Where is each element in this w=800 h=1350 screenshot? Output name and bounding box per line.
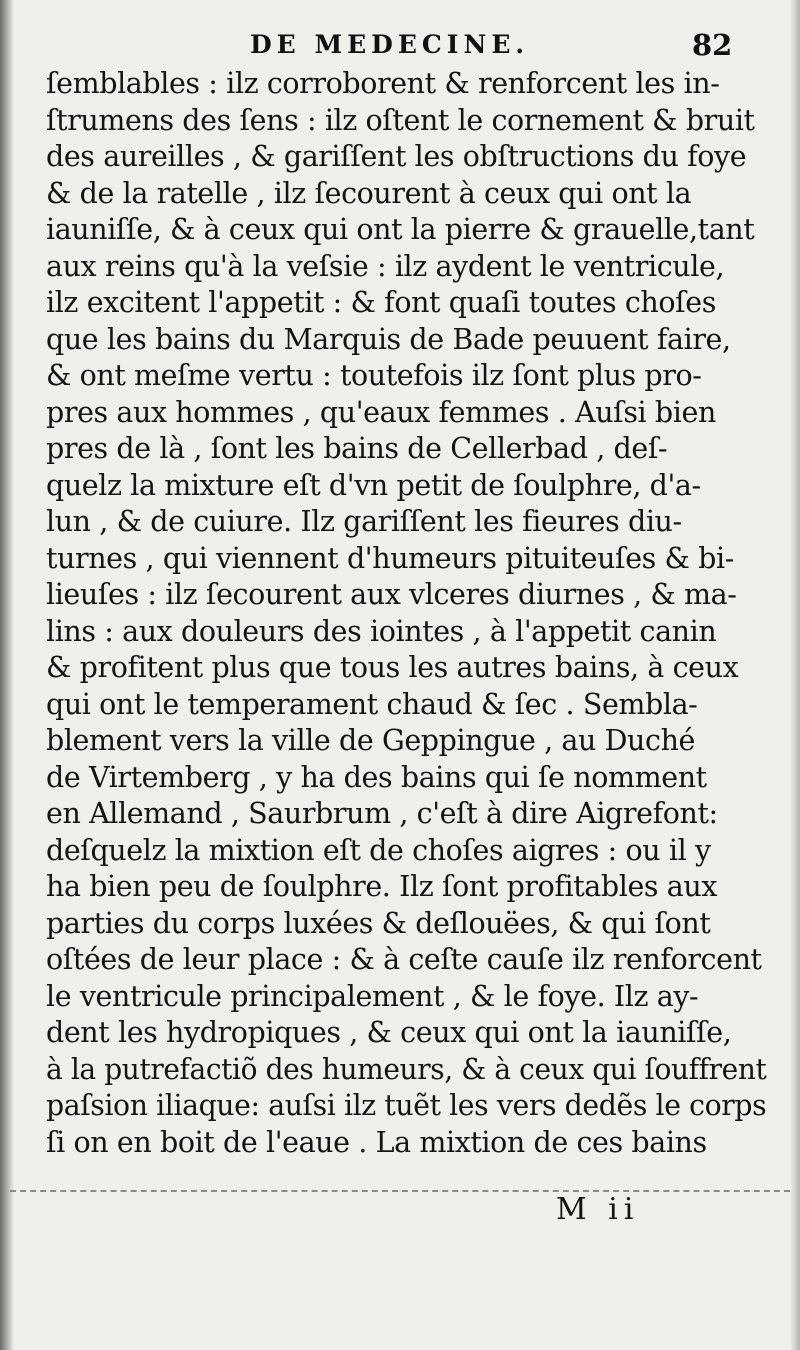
text-line: oſtées de leur place : & à ceſte cauſe ilz renforcent [46,943,762,976]
text-line: & de la ratelle , ilz ſecourent à ceux qui ont la [46,176,692,210]
text-line: lieuſes : ilz ſecourent aux vlceres diurnes , & ma- [46,578,737,611]
text-line: & profitent plus que tous les autres bains, à ceux [46,651,739,684]
page-gutter-shadow [0,0,14,1350]
text-line: en Allemand , Saurbrum , c'eſt à dire Aigrefont: [46,797,718,830]
body-text [46,66,766,1161]
text-line: parties du corps luxées & deſlouëes, & qui ſont [46,906,711,940]
running-title: DE MEDECINE. [250,30,530,59]
text-line: ilz excitent l'appetit : & font quaſi toutes choſes [46,286,716,319]
text-line: le ventricule principalement , & le foye. Ilz ay- [46,979,699,1013]
page-edge-shade [790,0,800,1350]
text-line: des aureilles , & gariſſent les obſtructions du foye [46,140,747,173]
text-line: blement vers la ville de Geppingue , au Duché [46,724,695,757]
text-line: pres aux hommes , qu'eaux femmes . Auſsi bien [46,395,716,429]
text-line: pres de là , ſont les bains de Cellerbad , deſ- [46,432,668,465]
text-line: lins : aux douleurs des iointes , à l'appetit canin [46,614,717,648]
page-number: 82 [692,28,733,62]
text-line: deſquelz la mixtion eſt de choſes aigres : ou il y [46,833,711,867]
text-line: quelz la mixture eſt d'vn petit de ſoulphre, d'a- [46,468,701,502]
bottom-edge-rule [10,1190,790,1192]
text-line: ha bien peu de ſoulphre. Ilz ſont profitables aux [46,870,718,903]
text-line: turnes , qui viennent d'humeurs pituiteuſes & bi- [46,541,734,575]
text-line: & ont meſme vertu : toutefois ilz ſont plus pro- [46,359,702,392]
page-header [40,30,800,70]
text-line: aux reins qu'à la veſsie : ilz aydent le ventricule, [46,249,725,283]
text-line: ſi on en boit de l'eaue . La mixtion de ces bains [46,1125,707,1159]
text-line: qui ont le temperament chaud & ſec . Sembla- [46,687,698,721]
text-line: dent les hydropiques , & ceux qui ont la iauniſſe, [46,1016,732,1049]
text-line: paſsion iliaque: auſsi ilz tuẽt les vers dedẽs le corps [46,1089,767,1122]
text-line: que les bains du Marquis de Bade peuuent faire, [46,322,731,356]
text-line: ſemblables : ilz corroborent & renforcent les in- [46,67,720,100]
text-line: de Virtemberg , y ha des bains qui ſe nomment [46,760,707,794]
text-line: à la putrefactiõ des humeurs, & à ceux qui ſouffrent [46,1052,767,1086]
text-line: iauniſſe, & à ceux qui ont la pierre & grauelle,tant [46,213,755,246]
signature-mark: M ii [556,1192,640,1227]
text-line: ſtrumens des ſens : ilz oſtent le cornement & bruit [46,103,755,137]
text-line: lun , & de cuiure. Ilz gariſſent les fieures diu- [46,505,682,538]
